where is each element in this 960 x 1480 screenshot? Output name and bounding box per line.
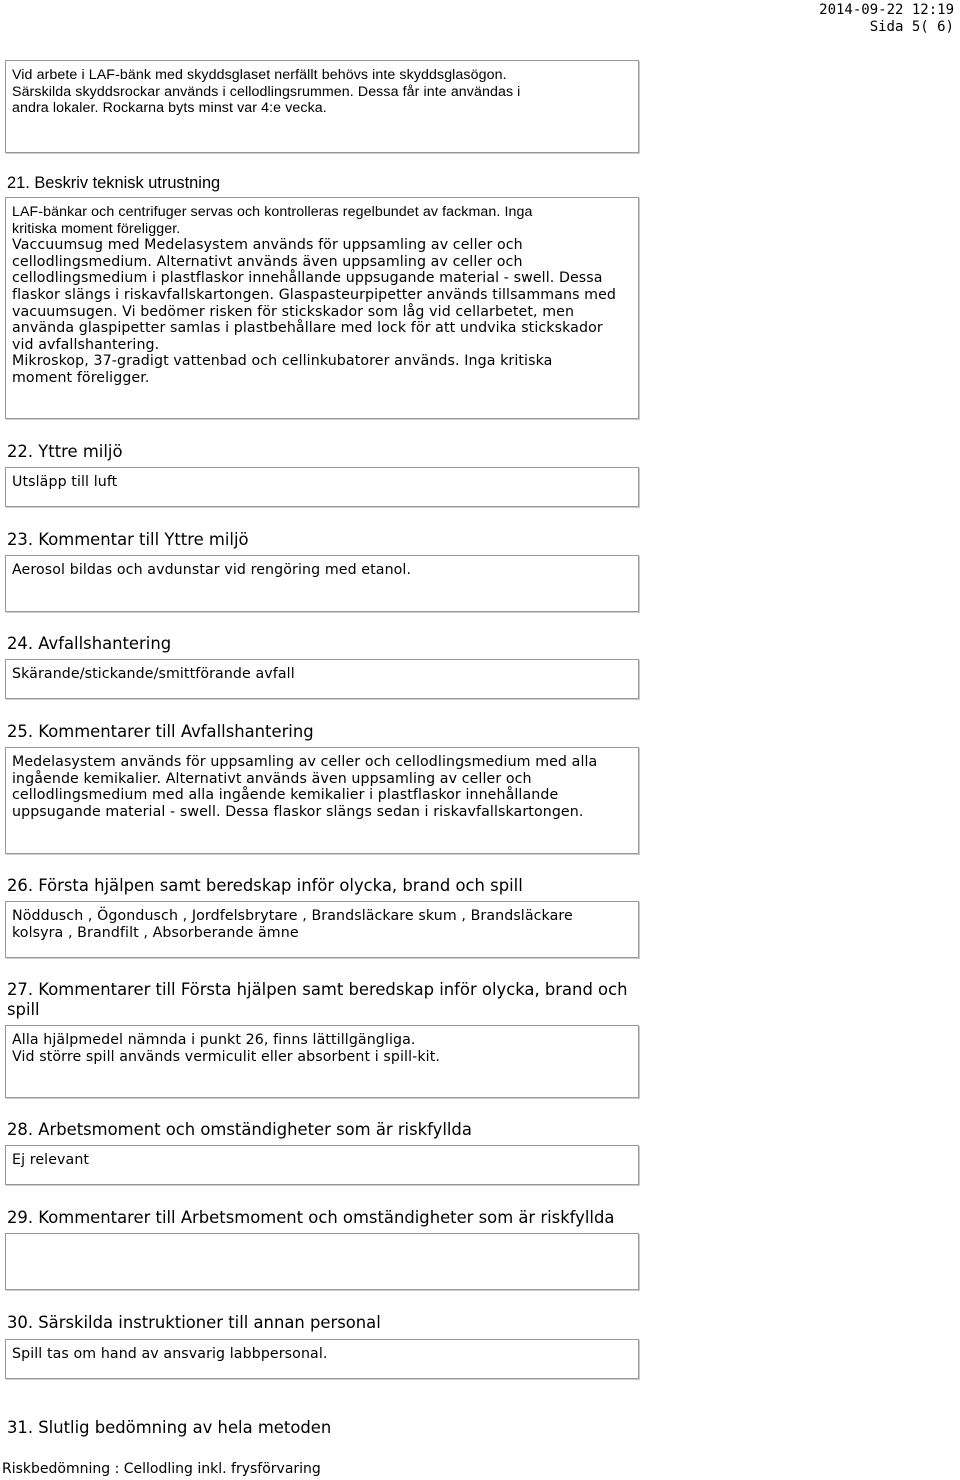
text-line: Aerosol bildas och avdunstar vid rengöring med etanol. xyxy=(12,562,412,578)
text-line: LAF-bänkar och centrifuger servas och kontrolleras regelbundet av fackman. Inga xyxy=(12,204,533,220)
section-31-heading: 31. Slutlig bedömning av hela metoden xyxy=(7,1418,332,1437)
text-line: Nöddusch , Ögondusch , Jordfelsbrytare , Brandsläckare skum , Brandsläckare xyxy=(12,908,573,924)
section-22-heading: 22. Yttre miljö xyxy=(7,442,123,461)
text-line: Vaccuumsug med Medelasystem används för uppsamling av celler och xyxy=(12,237,523,254)
section-25-box xyxy=(5,747,639,854)
section-23-box xyxy=(5,555,639,612)
text-line: använda glaspipetter samlas i plastbehållare med lock för att undvika stickskador xyxy=(12,320,603,337)
section-26-heading: 26. Första hjälpen samt beredskap inför olycka, brand och spill xyxy=(7,876,523,895)
text-line: Medelasystem används för uppsamling av celler och cellodlingsmedium med alla xyxy=(12,754,598,770)
page-header xyxy=(819,2,954,36)
text-line: vacuumsugen. Vi bedömer risken för stickskador som låg vid cellarbetet, men xyxy=(12,303,575,320)
text-line: Ej relevant xyxy=(12,1152,90,1168)
section-29-heading: 29. Kommentarer till Arbetsmoment och omständigheter som är riskfyllda xyxy=(7,1208,615,1227)
section-27-box xyxy=(5,1025,639,1098)
text-line: ingående kemikalier. Alternativt används även uppsamling av celler och xyxy=(12,770,532,787)
section-28-box xyxy=(5,1145,639,1185)
section-21-heading: 21. Beskriv teknisk utrustning xyxy=(7,174,221,192)
text-line: Utsläpp till luft xyxy=(12,474,118,490)
text-line: uppsugande material - swell. Dessa flaskor slängs sedan i riskavfallskartongen. xyxy=(12,803,584,820)
text-line: kolsyra , Brandfilt , Absorberande ämne xyxy=(12,924,299,941)
text-line: Spill tas om hand av ansvarig labbpersonal. xyxy=(12,1346,328,1362)
section-30-box xyxy=(5,1339,639,1379)
section-24-heading: 24. Avfallshantering xyxy=(7,634,172,653)
text-line: Mikroskop, 37-gradigt vattenbad och cellinkubatorer används. Inga kritiska xyxy=(12,353,553,370)
text-line: Vid arbete i LAF-bänk med skyddsglaset nerfällt behövs inte skyddsglasögon. xyxy=(12,67,507,83)
page-footer: Riskbedömning : Cellodling inkl. frysförvaring xyxy=(2,1461,321,1477)
section-30-heading: 30. Särskilda instruktioner till annan personal xyxy=(7,1313,381,1332)
text-box-continued xyxy=(5,60,639,153)
header-datetime: 2014-09-22 12:19 xyxy=(819,2,954,18)
heading-line: 27. Kommentarer till Första hjälpen samt beredskap inför olycka, brand och xyxy=(7,980,628,999)
text-line: cellodlingsmedium med alla ingående kemikalier i plastflaskor innehållande xyxy=(12,787,559,804)
section-22-box xyxy=(5,467,639,507)
text-line: Vid större spill används vermiculit eller absorbent i spill-kit. xyxy=(12,1048,440,1065)
section-27-heading xyxy=(7,980,647,1019)
section-23-heading: 23. Kommentar till Yttre miljö xyxy=(7,530,249,549)
section-26-box xyxy=(5,901,639,958)
text-line: Alla hjälpmedel nämnda i punkt 26, finns lättillgängliga. xyxy=(12,1032,416,1048)
text-line: Särskilda skyddsrockar används i cellodlingsrummen. Dessa får inte användas i xyxy=(12,83,521,100)
section-28-heading: 28. Arbetsmoment och omständigheter som är riskfyllda xyxy=(7,1120,472,1139)
text-line: Skärande/stickande/smittförande avfall xyxy=(12,666,295,682)
heading-line: spill xyxy=(7,999,40,1019)
text-line: cellodlingsmedium i plastflaskor innehållande uppsugande material - swell. Dessa xyxy=(12,270,603,287)
text-line: cellodlingsmedium. Alternativt används även uppsamling av celler och xyxy=(12,253,523,270)
text-line: kritiska moment föreligger. xyxy=(12,220,181,237)
text-line: moment föreligger. xyxy=(12,369,150,386)
text-line: andra lokaler. Rockarna byts minst var 4:e vecka. xyxy=(12,100,327,117)
section-29-box xyxy=(5,1233,639,1290)
section-25-heading: 25. Kommentarer till Avfallshantering xyxy=(7,722,314,741)
section-21-box xyxy=(5,197,639,419)
text-line: flaskor slängs i riskavfallskartongen. Glaspasteurpipetter används tillsammans med xyxy=(12,286,617,303)
section-24-box xyxy=(5,659,639,699)
text-line: vid avfallshantering. xyxy=(12,336,160,353)
header-page-number: Sida 5( 6) xyxy=(869,19,954,35)
